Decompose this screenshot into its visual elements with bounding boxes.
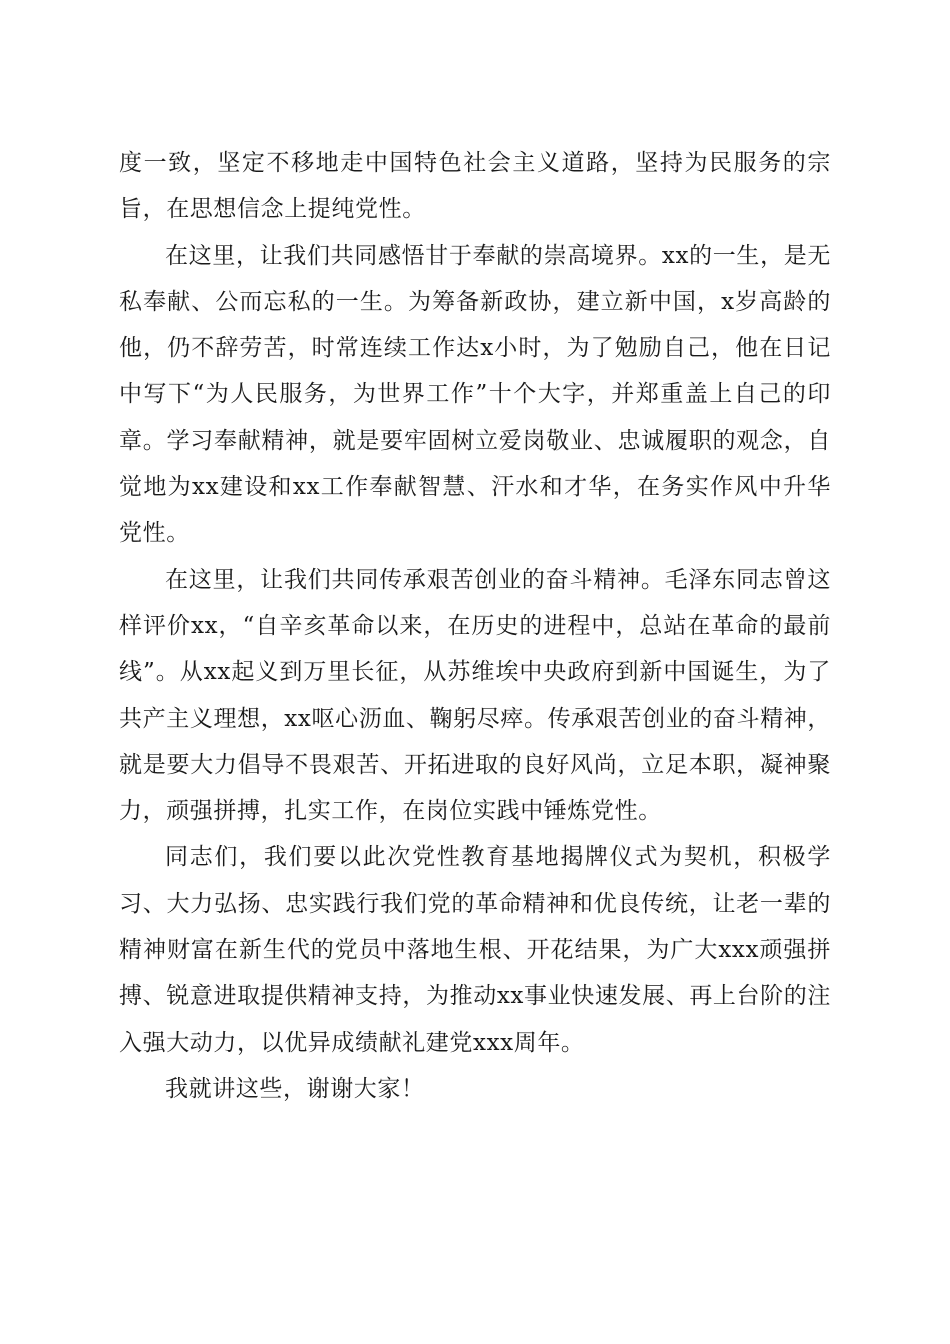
paragraph-continued: 度一致，坚定不移地走中国特色社会主义道路，坚持为民服务的宗旨，在思想信念上提纯党性。 [119,150,831,223]
paragraph-closing: 我就讲这些，谢谢大家！ [165,1075,425,1102]
paragraph-dedication: 在这里，让我们共同感悟甘于奉献的崇高境界。xx的一生，是无私奉献、公而忘私的一生。为筹备新政协，建立新中国，x岁高龄的他，仍不辞劳苦，时常连续工作达x小时，为了勉励自己，他在日记中写下“为人民服务，为世界工作”十个大字，并郑重盖上自己的印章。学习奉献精神，就是要牢固树立爱岗敬业、忠诚履职的观念，自觉地为xx建设和xx工作奉献智慧、汗水和才华，在务实作风中升华党性。 [119,242,831,547]
document-body [119,140,831,1112]
paragraph-comrades: 同志们，我们要以此次党性教育基地揭牌仪式为契机，积极学习、大力弘扬、忠实践行我们党的革命精神和优良传统，让老一辈的精神财富在新生代的党员中落地生根、开花结果，为广大xxx顽强拼搏、锐意进取提供精神支持，为推动xx事业快速发展、再上台阶的注入强大动力，以优异成绩献礼建党xxx周年。 [119,844,831,1056]
paragraph-struggle: 在这里，让我们共同传承艰苦创业的奋斗精神。毛泽东同志曾这样评价xx，“自辛亥革命以来，在历史的进程中，总站在革命的最前线”。从xx起义到万里长征，从苏维埃中央政府到新中国诞生，为了共产主义理想，xx呕心沥血、鞠躬尽瘁。传承艰苦创业的奋斗精神，就是要大力倡导不畏艰苦、开拓进取的良好风尚，立足本职，凝神聚力，顽强拼搏，扎实工作，在岗位实践中锤炼党性。 [119,566,831,825]
